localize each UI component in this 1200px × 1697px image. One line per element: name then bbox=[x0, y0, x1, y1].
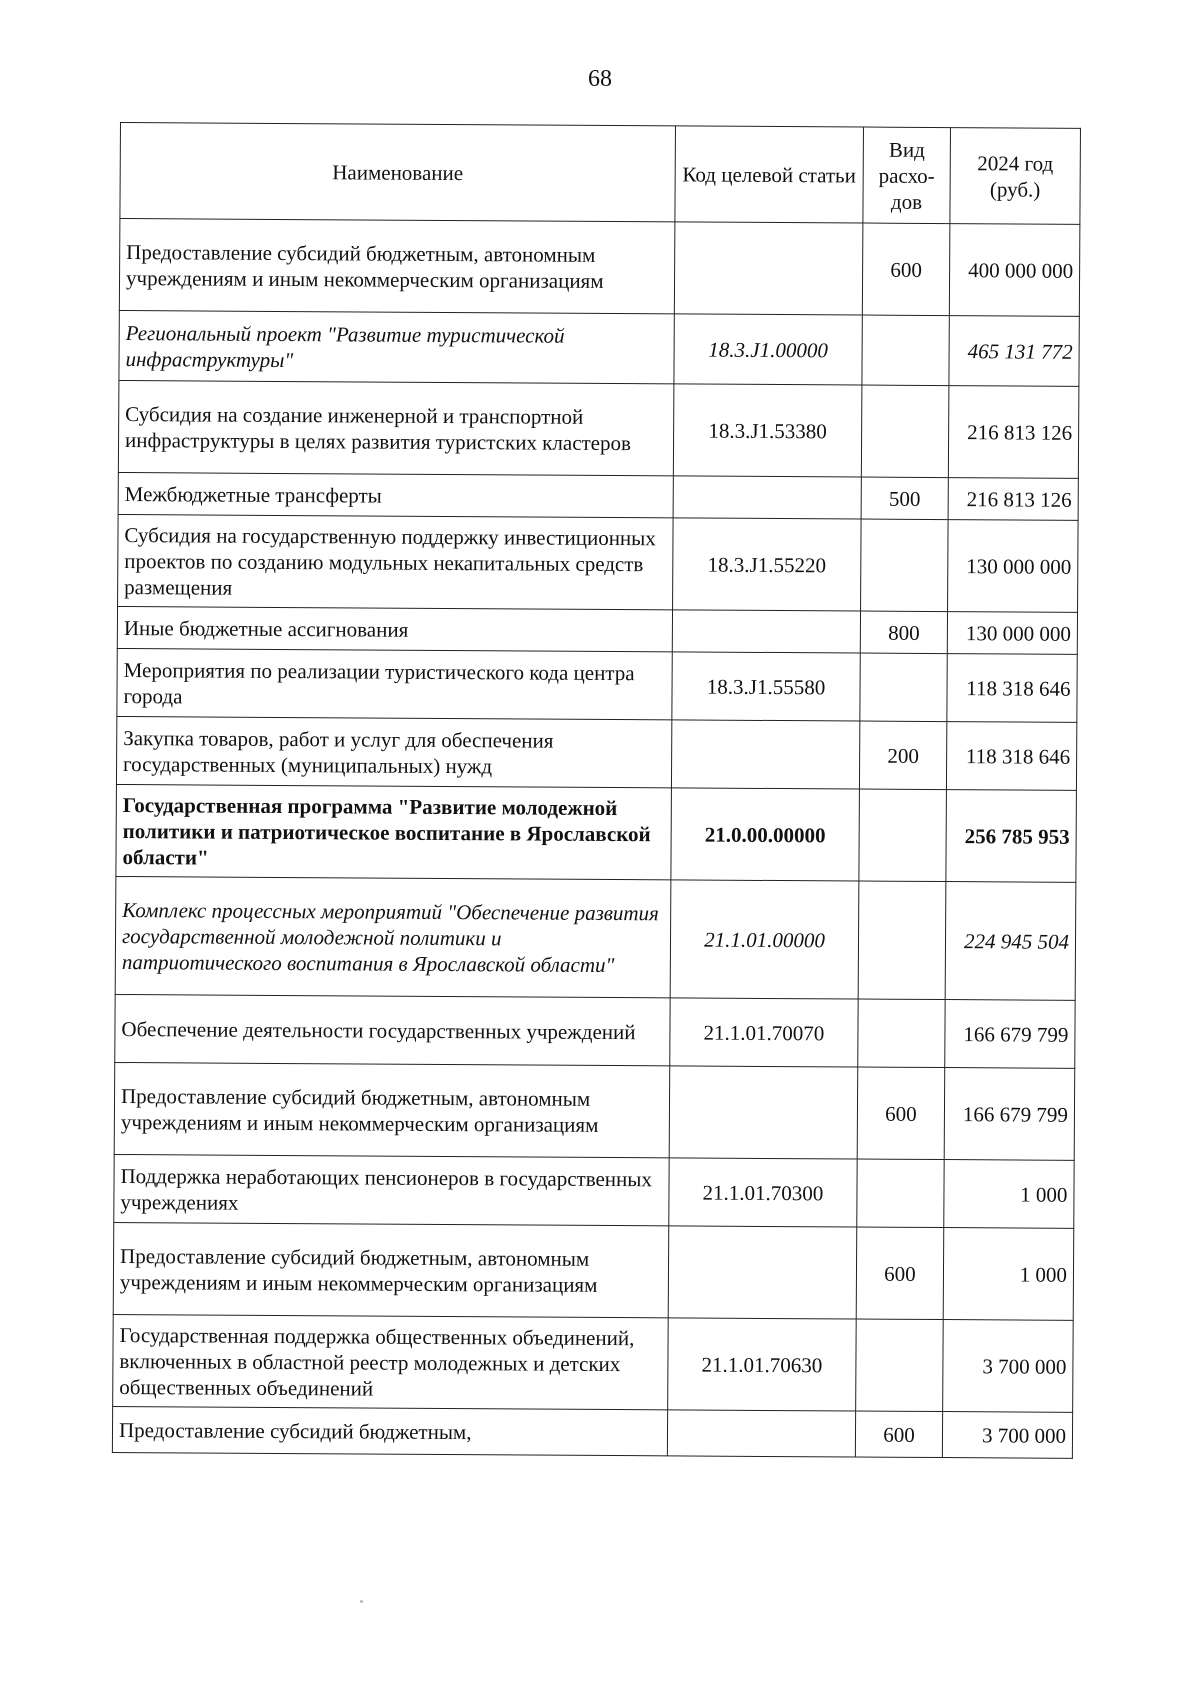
row-name-cell: Региональный проект "Развитие туристической инфраструктуры" bbox=[119, 310, 674, 383]
row-sum-cell: 166 679 799 bbox=[944, 1068, 1075, 1161]
row-type-cell bbox=[861, 519, 949, 612]
row-type-cell: 800 bbox=[860, 611, 947, 654]
row-name-cell: Субсидия на создание инженерной и транспортной инфраструктуры в целях развития туристских кластеров bbox=[118, 380, 674, 475]
table-row bbox=[116, 716, 1076, 790]
row-code-cell bbox=[672, 610, 860, 653]
row-name-cell: Предоставление субсидий бюджетным, автономным учреждениям и иным некоммерческим организациям bbox=[113, 1222, 669, 1317]
table-row bbox=[117, 648, 1077, 722]
row-type-cell bbox=[861, 385, 949, 478]
row-sum-cell: 216 813 126 bbox=[948, 386, 1079, 479]
row-type-cell: 600 bbox=[857, 1067, 945, 1160]
row-type-cell: 600 bbox=[855, 1411, 942, 1458]
table-row bbox=[119, 310, 1079, 386]
row-code-cell bbox=[668, 1226, 857, 1319]
row-type-cell bbox=[858, 881, 946, 1000]
row-type-cell: 600 bbox=[862, 223, 950, 316]
row-type-cell: 500 bbox=[861, 477, 948, 520]
row-code-cell: 21.1.01.70630 bbox=[668, 1318, 857, 1411]
row-name-cell: Закупка товаров, работ и услуг для обеспечения государственных (муниципальных) нужд bbox=[116, 716, 671, 787]
row-name-cell: Иные бюджетные ассигнования bbox=[117, 606, 672, 651]
row-type-cell: 600 bbox=[856, 1227, 944, 1320]
budget-table bbox=[112, 122, 1081, 1459]
table-row bbox=[114, 1062, 1075, 1160]
row-name-cell: Государственная поддержка общественных объединений, включенных в областной реестр молодежных и детских общественных объединений bbox=[113, 1314, 669, 1409]
row-sum-cell: 166 679 799 bbox=[945, 1000, 1075, 1069]
row-type-cell bbox=[858, 999, 945, 1068]
header-code: Код целевой статьи bbox=[675, 126, 864, 223]
row-name-cell: Предоставление субсидий бюджетным, автономным учреждениям и иным некоммерческим организациям bbox=[114, 1062, 670, 1157]
row-sum-cell: 130 000 000 bbox=[947, 612, 1077, 655]
row-code-cell: 21.1.01.00000 bbox=[670, 880, 859, 999]
row-sum-cell: 1 000 bbox=[943, 1228, 1074, 1321]
row-code-cell: 21.1.01.70300 bbox=[669, 1158, 857, 1227]
row-type-cell: 200 bbox=[859, 721, 946, 790]
row-code-cell: 18.3.J1.53380 bbox=[673, 384, 862, 477]
row-name-cell: Государственная программа "Развитие молодежной политики и патриотическое воспитание в Ярославской области" bbox=[116, 784, 672, 879]
row-type-cell bbox=[862, 315, 949, 386]
table-row bbox=[112, 1406, 1072, 1458]
row-sum-cell: 130 000 000 bbox=[948, 520, 1079, 613]
row-name-cell: Поддержка неработающих пенсионеров в государственных учреждениях bbox=[114, 1154, 669, 1225]
row-code-cell bbox=[667, 1410, 855, 1457]
row-name-cell: Межбюджетные трансферты bbox=[118, 472, 673, 517]
row-code-cell bbox=[674, 222, 863, 315]
row-code-cell: 18.3.J1.00000 bbox=[674, 314, 862, 385]
row-code-cell: 21.1.01.70070 bbox=[670, 998, 858, 1067]
row-sum-cell: 216 813 126 bbox=[948, 478, 1078, 521]
row-name-cell: Предоставление субсидий бюджетным, автономным учреждениям и иным некоммерческим организациям bbox=[119, 219, 675, 314]
row-sum-cell: 400 000 000 bbox=[949, 224, 1080, 317]
row-type-cell bbox=[856, 1319, 944, 1412]
row-type-cell bbox=[857, 1159, 944, 1228]
header-type: Вид расхо-дов bbox=[863, 127, 951, 224]
row-type-cell bbox=[860, 653, 947, 722]
table-row bbox=[113, 1222, 1074, 1320]
row-sum-cell: 118 318 646 bbox=[947, 654, 1077, 723]
row-code-cell: 18.3.J1.55580 bbox=[672, 652, 860, 721]
row-sum-cell: 118 318 646 bbox=[946, 722, 1076, 791]
row-code-cell bbox=[673, 476, 861, 519]
table-row bbox=[116, 784, 1077, 882]
table-row bbox=[119, 219, 1080, 317]
row-name-cell: Субсидия на государственную поддержку инвестиционных проектов по созданию модульных некапитальных средств размещения bbox=[118, 514, 674, 609]
table-row bbox=[118, 380, 1079, 478]
page-number: 68 bbox=[588, 66, 612, 92]
table-row bbox=[114, 1154, 1074, 1228]
row-name-cell: Обеспечение деятельности государственных учреждений bbox=[115, 994, 670, 1065]
row-code-cell: 18.3.J1.55220 bbox=[673, 518, 862, 611]
table-row bbox=[115, 876, 1076, 1000]
header-sum: 2024 год (руб.) bbox=[950, 128, 1081, 225]
row-type-cell bbox=[859, 789, 947, 882]
row-code-cell bbox=[671, 720, 859, 789]
row-sum-cell: 224 945 504 bbox=[945, 882, 1076, 1001]
row-sum-cell: 256 785 953 bbox=[946, 790, 1077, 883]
table-row bbox=[118, 514, 1079, 612]
row-sum-cell: 3 700 000 bbox=[942, 1412, 1072, 1459]
row-name-cell: Мероприятия по реализации туристического кода центра города bbox=[117, 648, 672, 719]
scan-speck bbox=[360, 1600, 363, 1603]
header-name: Наименование bbox=[120, 123, 676, 222]
row-code-cell bbox=[669, 1066, 858, 1159]
row-sum-cell: 1 000 bbox=[944, 1160, 1074, 1229]
row-name-cell: Комплекс процессных мероприятий "Обеспечение развития государственной молодежной политики и патриотического воспитания в Ярославской области" bbox=[115, 876, 671, 997]
table-header-row bbox=[120, 123, 1081, 225]
row-name-cell: Предоставление субсидий бюджетным, bbox=[112, 1406, 667, 1455]
table-row bbox=[117, 606, 1077, 654]
table-row bbox=[113, 1314, 1074, 1412]
row-sum-cell: 3 700 000 bbox=[943, 1320, 1074, 1413]
table-row bbox=[115, 994, 1075, 1068]
table-row bbox=[118, 472, 1078, 520]
row-code-cell: 21.0.00.00000 bbox=[671, 788, 860, 881]
row-sum-cell: 465 131 772 bbox=[949, 316, 1079, 387]
